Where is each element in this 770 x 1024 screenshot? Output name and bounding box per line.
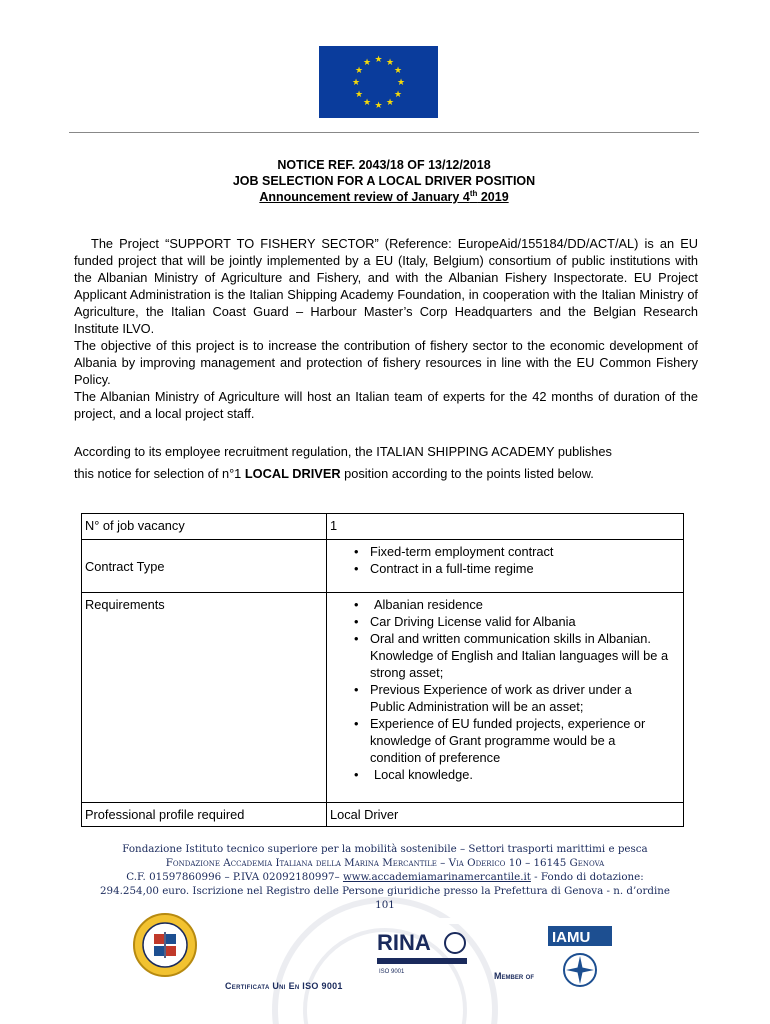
footer-registry: 294.254,00 euro. Iscrizione nel Registro delle Persone giuridiche presso la Prefettura di Genova - n. d’ordine 101 xyxy=(99,885,671,911)
notice-reference: NOTICE REF. 2043/18 OF 13/12/2018 xyxy=(277,158,491,172)
svg-text:★: ★ xyxy=(393,90,403,100)
list-item: • Contract in a full-time regime xyxy=(330,560,680,577)
eu-flag xyxy=(319,46,438,118)
svg-text:★: ★ xyxy=(396,78,406,88)
academy-crest-icon xyxy=(132,912,198,978)
notice-heading xyxy=(69,157,699,205)
rina-logo xyxy=(377,918,477,976)
certification-label: Certificata Uni En ISO 9001 xyxy=(225,981,343,991)
recruitment-notice xyxy=(74,441,698,485)
position-name: LOCAL DRIVER xyxy=(244,466,341,481)
rina-certification-icon xyxy=(377,918,477,976)
eu-stars-icon xyxy=(319,46,438,118)
footer xyxy=(90,842,680,912)
svg-text:★: ★ xyxy=(393,66,403,76)
ministry-paragraph: The Albanian Ministry of Agriculture will host an Italian team of experts for the 42 months of duration of the project, and a local project staff. xyxy=(74,389,698,421)
footer-address: Fondazione Accademia Italiana della Marina Mercantile – Via Oderico 10 – 16145 Genova xyxy=(165,857,605,869)
footer-fiscal: C.F. 01597860996 – P.IVA 02092180997– www.accademiamarinamercantile.it - Fondo di dotazione: xyxy=(126,871,644,883)
table-label: N° of job vacancy xyxy=(82,514,327,540)
svg-text:★: ★ xyxy=(374,101,383,111)
requirements-cell xyxy=(327,593,684,803)
vacancy-table xyxy=(81,513,684,827)
selection-line: this notice for selection of n°1 LOCAL DRIVER position according to the points listed below. xyxy=(74,466,594,481)
svg-text:ISO 9001: ISO 9001 xyxy=(379,969,405,975)
svg-text:RINA: RINA xyxy=(377,930,431,955)
svg-text:★: ★ xyxy=(385,58,395,68)
svg-text:★: ★ xyxy=(354,66,364,76)
table-row xyxy=(82,540,684,593)
table-value: 1 xyxy=(327,514,684,540)
table-row xyxy=(82,803,684,827)
announcement-review: Announcement review of January 4th 2019 xyxy=(259,188,509,204)
website-link[interactable]: www.accademiamarinamercantile.it xyxy=(342,871,531,883)
svg-text:★: ★ xyxy=(351,78,361,88)
table-value: Local Driver xyxy=(327,803,684,827)
svg-text:★: ★ xyxy=(354,90,364,100)
list-item: • Previous Experience of work as driver under a Public Administration will be an asset; xyxy=(330,681,670,715)
list-item: • Experience of EU funded projects, experience or knowledge of Grant programme would be a condition of preference xyxy=(330,715,670,766)
list-item: • Fixed-term employment contract xyxy=(330,543,680,560)
svg-text:IAMU: IAMU xyxy=(552,929,591,946)
project-paragraph: The Project “SUPPORT TO FISHERY SECTOR” (Reference: EuropeAid/155184/DD/ACT/AL) is an EU funded project that will be jointly implemented by a EU (Italy, Belgium) consortium of public institutions with the Albanian Ministry of Agriculture and Fishery, and with the Albanian Fishery Inspectorate. EU Project Applicant Administration is the Italian Shipping Academy Foundation, in cooperation with the Italian Ministry of Agriculture, the Italian Coast Guard – Harbour Master’s Corp Headquarters and the Belgian Research Institute ILVO. xyxy=(74,236,698,336)
table-label: Contract Type xyxy=(82,540,327,593)
member-of-label: Member of xyxy=(494,971,534,981)
svg-text:★: ★ xyxy=(362,58,372,68)
svg-text:★: ★ xyxy=(362,98,372,108)
svg-text:★: ★ xyxy=(385,98,395,108)
iamu-compass-icon xyxy=(548,926,612,988)
list-item: • Local knowledge. xyxy=(330,766,670,783)
list-item: • Oral and written communication skills in Albanian. Knowledge of English and Italian languages will be a strong asset; xyxy=(330,630,670,681)
job-title: JOB SELECTION FOR A LOCAL DRIVER POSITION xyxy=(232,174,536,188)
list-item: • Albanian residence xyxy=(330,596,670,613)
footer-foundation: Fondazione Istituto tecnico superiore per la mobilità sostenibile – Settori trasporti marittimi e pesca xyxy=(122,843,648,855)
table-label: Professional profile required xyxy=(82,803,327,827)
table-row xyxy=(82,593,684,803)
table-label: Requirements xyxy=(82,593,327,803)
table-row xyxy=(82,514,684,540)
iamu-logo xyxy=(548,926,612,988)
list-item: • Car Driving License valid for Albania xyxy=(330,613,670,630)
objective-paragraph: The objective of this project is to increase the contribution of fishery sector to the economic development of Albania by improving management and protection of fishery resources in line with the EU Common Fishery Policy. xyxy=(74,338,698,387)
svg-text:★: ★ xyxy=(374,55,383,65)
header-divider xyxy=(69,132,699,133)
recruitment-line: According to its employee recruitment regulation, the ITALIAN SHIPPING ACADEMY publishes xyxy=(74,444,612,459)
project-description xyxy=(74,235,698,422)
contract-type-cell xyxy=(327,540,684,593)
